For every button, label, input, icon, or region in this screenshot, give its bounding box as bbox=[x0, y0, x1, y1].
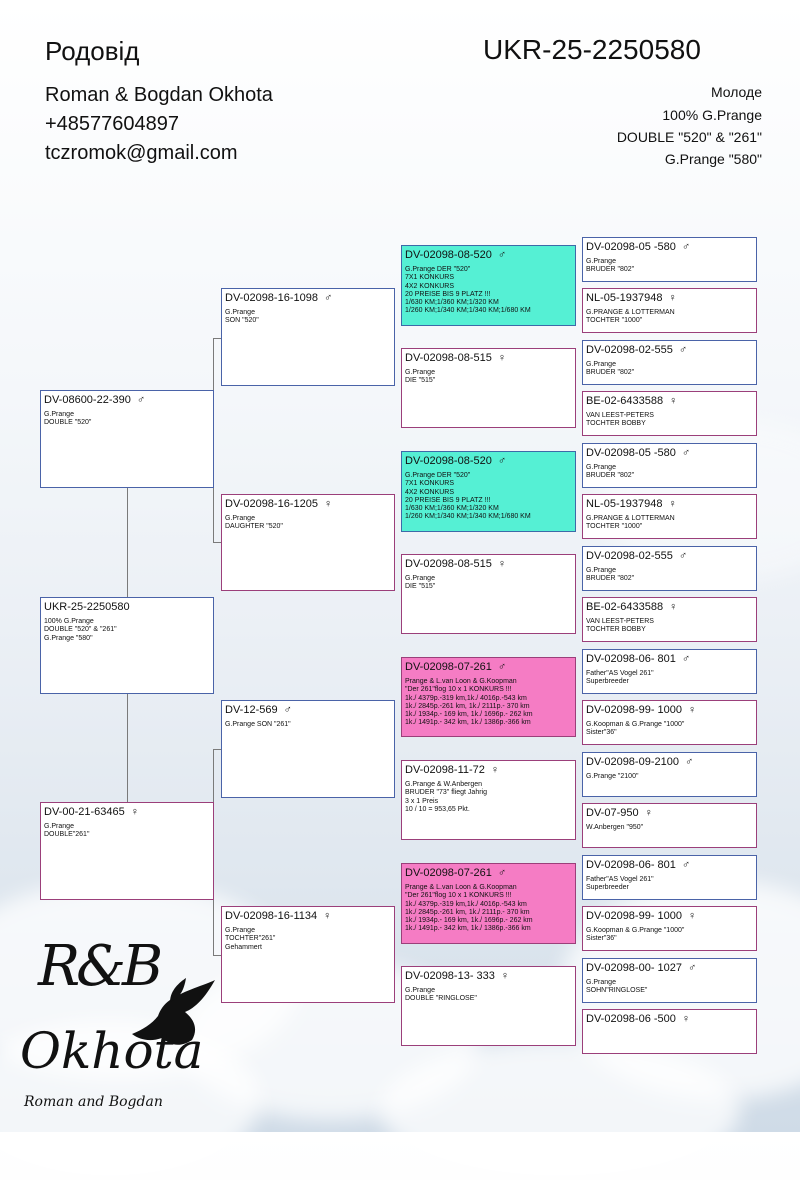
female-symbol-icon: ♀ bbox=[500, 970, 510, 982]
card-info-line: 1k./ 4379p.-319 km,1k./ 4016p.-543 km bbox=[405, 900, 527, 908]
card-info-line: 1k./ 2845p.-261 km, 1k./ 2111p.- 370 km bbox=[405, 908, 530, 916]
ring-number: DV-02098-08-515 bbox=[405, 352, 492, 364]
card-info-line: G.PRANGE & LOTTERMAN bbox=[586, 515, 675, 522]
ring-number-title: UKR-25-2250580 bbox=[483, 34, 701, 65]
pedigree-card-g4 bbox=[582, 237, 757, 282]
ring-number: DV-02098-06 -500 bbox=[586, 1013, 676, 1025]
card-info-line: G.Prange bbox=[405, 369, 435, 376]
pedigree-card-g4 bbox=[582, 700, 757, 745]
female-symbol-icon: ♀ bbox=[497, 352, 507, 364]
card-info-line: 10 / 10 = 953,65 Pkt. bbox=[405, 805, 470, 813]
card-info-line: DOUBLE "RINGLOSE" bbox=[405, 995, 477, 1003]
ring-number: DV-02098-08-520 bbox=[405, 455, 492, 467]
card-info-line: Sister"36" bbox=[586, 935, 617, 943]
pedigree-card-g3 bbox=[401, 657, 576, 737]
card-info-line: SON "520" bbox=[225, 317, 259, 325]
female-symbol-icon: ♀ bbox=[497, 558, 507, 570]
logo-name: Okhota bbox=[20, 1022, 204, 1080]
card-info-line: 1/630 KM;1/360 KM;1/320 KM bbox=[405, 505, 499, 513]
female-symbol-icon: ♀ bbox=[668, 292, 677, 304]
ring-number: DV-02098-02-555 bbox=[586, 550, 673, 562]
ring-number: DV-02098-13- 333 bbox=[405, 970, 495, 982]
card-info-line: Prange & L.van Loon & G.Koopman bbox=[405, 884, 517, 891]
card-info-line: G.PRANGE & LOTTERMAN bbox=[586, 309, 675, 316]
card-info-line: Superbreeder bbox=[586, 678, 629, 686]
female-symbol-icon: ♀ bbox=[490, 764, 500, 776]
ring-number: DV-08600-22-390 bbox=[44, 394, 131, 406]
male-symbol-icon: ♂ bbox=[681, 653, 691, 665]
pedigree-card-g3 bbox=[401, 348, 576, 428]
connector-line bbox=[213, 338, 221, 339]
female-symbol-icon: ♀ bbox=[688, 910, 697, 922]
owner-name: Roman & Bogdan Okhota bbox=[45, 84, 273, 106]
card-info-line: "Der 261"flog 10 x 1 KONKURS !!! bbox=[405, 892, 512, 900]
ring-number: NL-05-1937948 bbox=[586, 292, 663, 304]
ring-number: DV-12-569 bbox=[225, 704, 278, 716]
male-symbol-icon: ♂ bbox=[497, 249, 507, 261]
ring-number: DV-02098-08-520 bbox=[405, 249, 492, 261]
ring-number: DV-02098-07-261 bbox=[405, 661, 492, 673]
card-info-line: G.Prange bbox=[586, 464, 616, 471]
pedigree-card-g2 bbox=[221, 906, 395, 1003]
card-info-line: Prange & L.van Loon & G.Koopman bbox=[405, 678, 517, 685]
card-info-line: G.Prange bbox=[586, 979, 616, 986]
female-symbol-icon: ♀ bbox=[668, 498, 677, 510]
card-info-line: 100% G.Prange bbox=[44, 618, 94, 625]
ring-number: BE-02-6433588 bbox=[586, 601, 664, 613]
male-symbol-icon: ♂ bbox=[136, 394, 146, 406]
owner-phone: +48577604897 bbox=[45, 113, 180, 135]
ring-number: DV-02098-16-1205 bbox=[225, 498, 318, 510]
page-title: Родовід bbox=[45, 36, 140, 66]
card-info-line: 3 x 1 Preis bbox=[405, 797, 439, 805]
female-symbol-icon: ♀ bbox=[669, 601, 678, 613]
card-info-line: 20 PREISE BIS 9 PLATZ !!! bbox=[405, 496, 491, 504]
pedigree-card-dam bbox=[40, 802, 214, 900]
ring-number: DV-07-950 bbox=[586, 807, 639, 819]
card-info-line: TOCHTER"261" bbox=[225, 935, 276, 943]
card-info-line: 1k./ 2845p.-261 km, 1k./ 2111p.- 370 km bbox=[405, 702, 530, 710]
card-info-line: "Der 261"flog 10 x 1 KONKURS !!! bbox=[405, 686, 512, 694]
card-info-line: 4X2 KONKURS bbox=[405, 488, 455, 496]
ring-number: NL-05-1937948 bbox=[586, 498, 663, 510]
card-info-line: G.Prange SON "261" bbox=[225, 721, 291, 728]
male-symbol-icon: ♂ bbox=[681, 859, 691, 871]
male-symbol-icon: ♂ bbox=[684, 756, 694, 768]
card-info-line: 7X1 KONKURS bbox=[405, 480, 455, 488]
card-info-line: Father"AS Vogel 261" bbox=[586, 876, 654, 883]
pedigree-card-g3 bbox=[401, 245, 576, 326]
card-info-line: Gehammert bbox=[225, 943, 262, 951]
card-info-line: DIE "515" bbox=[405, 583, 436, 591]
pedigree-card-g2 bbox=[221, 288, 395, 386]
ring-number: DV-02098-99- 1000 bbox=[586, 704, 683, 716]
card-info-line: DIE "515" bbox=[405, 377, 436, 385]
note-line: 100% G.Prange bbox=[662, 107, 762, 123]
male-symbol-icon: ♂ bbox=[323, 292, 333, 304]
card-info-line: BRUDER "802" bbox=[586, 575, 635, 583]
logo-tagline: Roman and Bogdan bbox=[24, 1094, 163, 1110]
ring-number: DV-02098-09-2100 bbox=[586, 756, 679, 768]
card-info-line: G.Koopman & G.Prange "1000" bbox=[586, 721, 685, 728]
female-symbol-icon: ♀ bbox=[688, 704, 697, 716]
pedigree-card-g4 bbox=[582, 494, 757, 539]
ring-number: DV-02098-08-515 bbox=[405, 558, 492, 570]
pedigree-card-subject bbox=[40, 597, 214, 694]
card-info-line: DOUBLE "520" & "261" bbox=[44, 626, 117, 634]
male-symbol-icon: ♂ bbox=[497, 867, 507, 879]
pedigree-card-g3 bbox=[401, 554, 576, 634]
ring-number: BE-02-6433588 bbox=[586, 395, 664, 407]
card-info-line: 1k./ 1491p.- 342 km, 1k./ 1386p.-366 km bbox=[405, 925, 531, 933]
male-symbol-icon: ♂ bbox=[678, 344, 688, 356]
card-info-line: 1/630 KM;1/360 KM;1/320 KM bbox=[405, 299, 499, 307]
pedigree-card-g4 bbox=[582, 340, 757, 385]
male-symbol-icon: ♂ bbox=[681, 241, 691, 253]
card-info-line: BRUDER "802" bbox=[586, 369, 635, 377]
pedigree-card-g4 bbox=[582, 546, 757, 591]
card-info-line: BRUDER "73" fliegt Jahrig bbox=[405, 789, 488, 797]
card-info-line: 20 PREISE BIS 9 PLATZ !!! bbox=[405, 290, 491, 298]
card-info-line: TOCHTER "1000" bbox=[586, 317, 643, 325]
card-info-line: G.Prange bbox=[44, 411, 74, 418]
card-info-line: G.Prange DER "520" bbox=[405, 472, 471, 479]
ring-number: DV-02098-16-1098 bbox=[225, 292, 318, 304]
connector-line bbox=[127, 694, 128, 802]
pedigree-card-g4 bbox=[582, 443, 757, 488]
note-line: Молоде bbox=[710, 84, 762, 100]
card-info-line: DOUBLE "520" bbox=[44, 419, 92, 427]
card-info-line: G.Prange bbox=[405, 575, 435, 582]
male-symbol-icon: ♂ bbox=[283, 704, 292, 716]
card-info-line: TOCHTER BOBBY bbox=[586, 626, 646, 634]
card-info-line: TOCHTER BOBBY bbox=[586, 420, 646, 428]
ring-number: DV-02098-05 -580 bbox=[586, 447, 676, 459]
card-info-line: G.Prange "2100" bbox=[586, 773, 639, 780]
female-symbol-icon: ♀ bbox=[681, 1013, 691, 1025]
ring-number: DV-02098-11-72 bbox=[405, 764, 485, 776]
card-info-line: G.Prange bbox=[225, 515, 255, 522]
card-info-line: G.Prange bbox=[405, 987, 435, 994]
card-info-line: G.Koopman & G.Prange "1000" bbox=[586, 927, 685, 934]
card-info-line: VAN LEEST-PETERS bbox=[586, 412, 654, 419]
pedigree-card-g3 bbox=[401, 451, 576, 532]
pedigree-card-g3 bbox=[401, 760, 576, 840]
card-info-line: G.Prange "580" bbox=[44, 634, 93, 642]
female-symbol-icon: ♀ bbox=[644, 807, 653, 819]
owner-email: tczromok@gmail.com bbox=[45, 142, 238, 164]
ring-number: DV-02098-16-1134 bbox=[225, 910, 318, 922]
pedigree-card-g2 bbox=[221, 494, 395, 591]
okhota-logo bbox=[20, 930, 220, 1120]
card-info-line: SOHN"RINGLOSE" bbox=[586, 987, 648, 995]
male-symbol-icon: ♂ bbox=[497, 455, 507, 467]
female-symbol-icon: ♀ bbox=[323, 498, 333, 510]
card-info-line: DAUGHTER "520" bbox=[225, 523, 283, 531]
card-info-line: G.Prange bbox=[225, 309, 255, 316]
ring-number: DV-02098-99- 1000 bbox=[586, 910, 683, 922]
pedigree-card-g3 bbox=[401, 966, 576, 1046]
card-info-line: G.Prange DER "520" bbox=[405, 266, 471, 273]
ring-number: DV-02098-06- 801 bbox=[586, 859, 676, 871]
card-info-line: 1k./ 1934p.- 169 km, 1k./ 1696p.- 262 km bbox=[405, 711, 533, 719]
connector-line bbox=[213, 542, 221, 543]
pedigree-card-g4 bbox=[582, 958, 757, 1003]
pedigree-card-g4 bbox=[582, 597, 757, 642]
card-info-line: 7X1 KONKURS bbox=[405, 274, 455, 282]
pedigree-card-g2 bbox=[221, 700, 395, 798]
pedigree-card-g3 bbox=[401, 863, 576, 944]
card-info-line: G.Prange bbox=[586, 567, 616, 574]
connector-line bbox=[127, 488, 128, 597]
card-info-line: 1k./ 1491p.- 342 km, 1k./ 1386p.-366 km bbox=[405, 719, 531, 727]
ring-number: DV-02098-07-261 bbox=[405, 867, 492, 879]
ring-number: DV-02098-00- 1027 bbox=[586, 962, 683, 974]
female-symbol-icon: ♀ bbox=[130, 806, 139, 818]
male-symbol-icon: ♂ bbox=[497, 661, 507, 673]
male-symbol-icon: ♂ bbox=[688, 962, 697, 974]
card-info-line: G.Prange bbox=[586, 361, 616, 368]
card-info-line: BRUDER "802" bbox=[586, 266, 635, 274]
ring-number: DV-02098-02-555 bbox=[586, 344, 673, 356]
note-line: DOUBLE "520" & "261" bbox=[616, 129, 762, 145]
logo-monogram: R&B bbox=[38, 934, 160, 999]
card-info-line: Father"AS Vogel 261" bbox=[586, 670, 654, 677]
male-symbol-icon: ♂ bbox=[681, 447, 691, 459]
card-info-line: Sister"36" bbox=[586, 729, 617, 737]
male-symbol-icon: ♂ bbox=[678, 550, 688, 562]
pedigree-card-g4 bbox=[582, 855, 757, 900]
pedigree-card-g4 bbox=[582, 1009, 757, 1054]
pedigree-card-g4 bbox=[582, 906, 757, 951]
card-info-line: 1k./ 1934p.- 169 km, 1k./ 1696p.- 262 km bbox=[405, 917, 533, 925]
card-info-line: DOUBLE"261" bbox=[44, 831, 90, 839]
female-symbol-icon: ♀ bbox=[669, 395, 678, 407]
card-info-line: 4X2 KONKURS bbox=[405, 282, 455, 290]
pedigree-card-g4 bbox=[582, 288, 757, 333]
connector-line bbox=[213, 749, 221, 750]
ring-number: UKR-25-2250580 bbox=[44, 601, 130, 613]
pedigree-card-g4 bbox=[582, 391, 757, 436]
card-info-line: BRUDER "802" bbox=[586, 472, 635, 480]
card-info-line: G.Prange bbox=[586, 258, 616, 265]
pedigree-card-g4 bbox=[582, 803, 757, 848]
note-line: G.Prange "580" bbox=[664, 151, 762, 167]
ring-number: DV-02098-05 -580 bbox=[586, 241, 676, 253]
pedigree-card-g4 bbox=[582, 752, 757, 797]
pedigree-card-sire bbox=[40, 390, 214, 488]
female-symbol-icon: ♀ bbox=[323, 910, 332, 922]
card-info-line: G.Prange bbox=[44, 823, 74, 830]
pedigree-card-g4 bbox=[582, 649, 757, 694]
card-info-line: VAN LEEST-PETERS bbox=[586, 618, 654, 625]
card-info-line: TOCHTER "1000" bbox=[586, 523, 643, 531]
ring-number: DV-02098-06- 801 bbox=[586, 653, 676, 665]
card-info-line: 1/260 KM;1/340 KM;1/340 KM;1/680 KM bbox=[405, 307, 531, 315]
card-info-line: G.Prange bbox=[225, 927, 255, 934]
card-info-line: Superbreeder bbox=[586, 884, 629, 892]
card-info-line: W.Anbergen "950" bbox=[586, 824, 644, 831]
card-info-line: G.Prange & W.Anbergen bbox=[405, 781, 483, 788]
card-info-line: 1/260 KM;1/340 KM;1/340 KM;1/680 KM bbox=[405, 513, 531, 521]
card-info-line: 1k./ 4379p.-319 km,1k./ 4016p.-543 km bbox=[405, 694, 527, 702]
ring-number: DV-00-21-63465 bbox=[44, 806, 125, 818]
